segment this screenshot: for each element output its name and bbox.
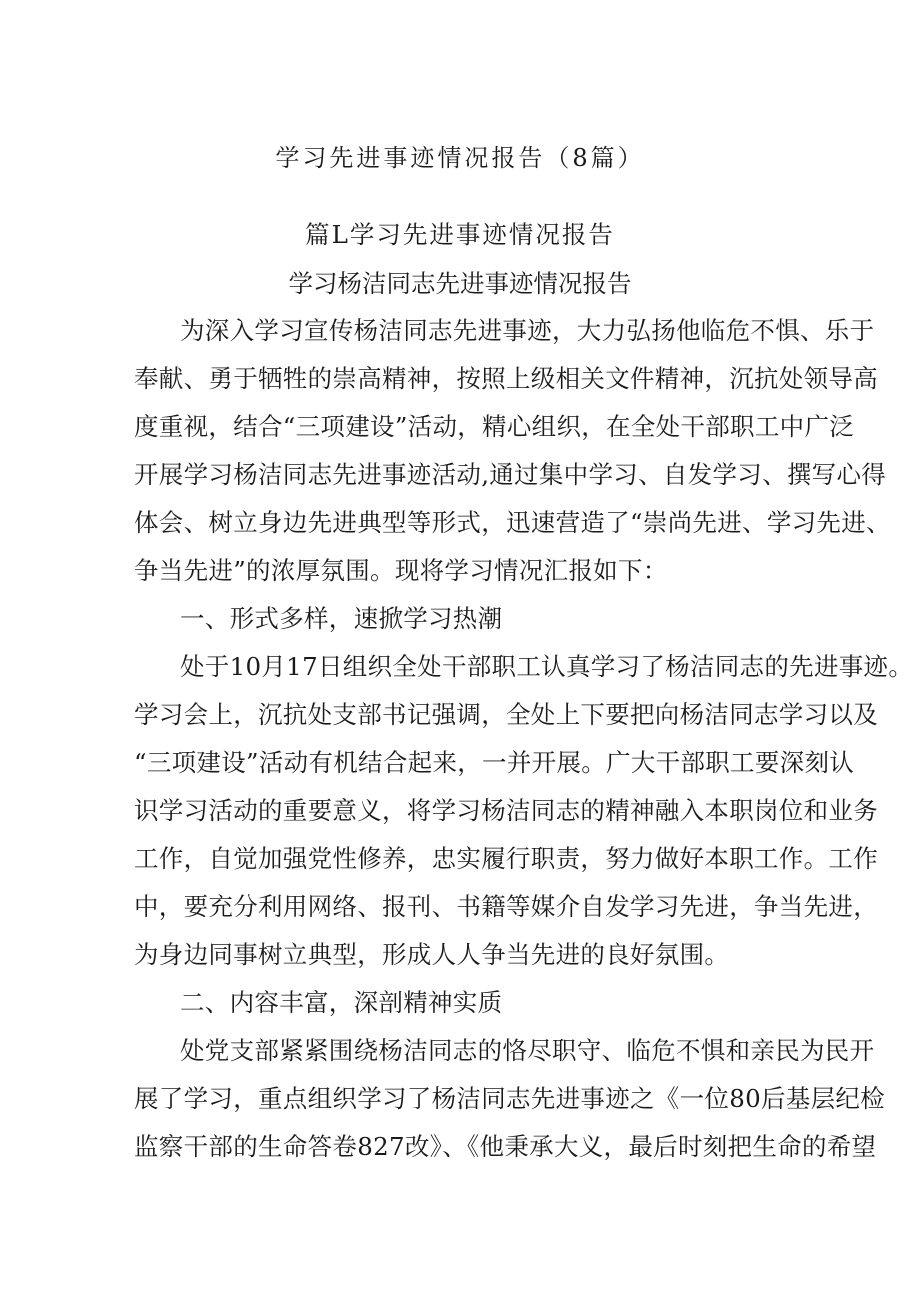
- paragraph-line: 监察干部的生命答卷827改》、《他秉承大义，最后时刻把生命的希望: [134, 1132, 877, 1161]
- paragraph-line: 奉献、勇于牺牲的崇高精神，按照上级相关文件精神，沉抗处领导高: [134, 364, 878, 393]
- paragraph-line: 中，要充分利用网络、报刊、书籍等媒介自发学习先进，争当先进，: [134, 892, 878, 921]
- section-heading: 一、形式多样，速掀学习热潮: [180, 604, 503, 633]
- paragraph-line: 为身边同事树立典型，形成人人争当先进的良好氛围。: [134, 940, 730, 969]
- paragraph-line: 识学习活动的重要意义，将学习杨洁同志的精神融入本职岗位和业务: [134, 796, 878, 825]
- paragraph-line: 处党支部紧紧围绕杨洁同志的恪尽职守、临危不惧和亲民为民开: [180, 1036, 875, 1065]
- paragraph-line: “三项建设”活动有机结合起来，一并开展。广大干部职工要深刻认: [134, 748, 855, 777]
- main-title: 学习先进事迹情况报告（8篇）: [275, 144, 645, 172]
- paragraph-line: 处于10月17日组织全处干部职工认真学习了杨洁同志的先进事迹。: [180, 652, 914, 681]
- section-heading: 二、内容丰富，深剖精神实质: [180, 988, 503, 1017]
- paragraph-line: 开展学习杨洁同志先进事迹活动,通过集中学习、自发学习、撰写心得: [134, 460, 887, 489]
- report-title: 学习杨洁同志先进事迹情况报告: [288, 269, 632, 298]
- paragraph-line: 学习会上，沉抗处支部书记强调，全处上下要把向杨洁同志学习以及: [134, 700, 878, 729]
- paragraph-line: 度重视，结合“三项建设”活动，精心组织，在全处干部职工中广泛: [134, 412, 855, 441]
- paragraph-line: 为深入学习宣传杨洁同志先进事迹，大力弘扬他临危不惧、乐于: [180, 316, 875, 345]
- paragraph-line: 展了学习，重点组织学习了杨洁同志先进事迹之《一位80后基层纪检: [134, 1084, 885, 1113]
- paragraph-line: 工作，自觉加强党性修养，忠实履行职责，努力做好本职工作。工作: [134, 844, 878, 873]
- paragraph-line: 体会、树立身边先进典型等形式，迅速营造了“崇尚先进、学习先进、: [134, 508, 891, 537]
- chapter-title: 篇L学习先进事迹情况报告: [305, 220, 615, 249]
- paragraph-line: 争当先进”的浓厚氛围。现将学习情况汇报如下：: [134, 556, 668, 585]
